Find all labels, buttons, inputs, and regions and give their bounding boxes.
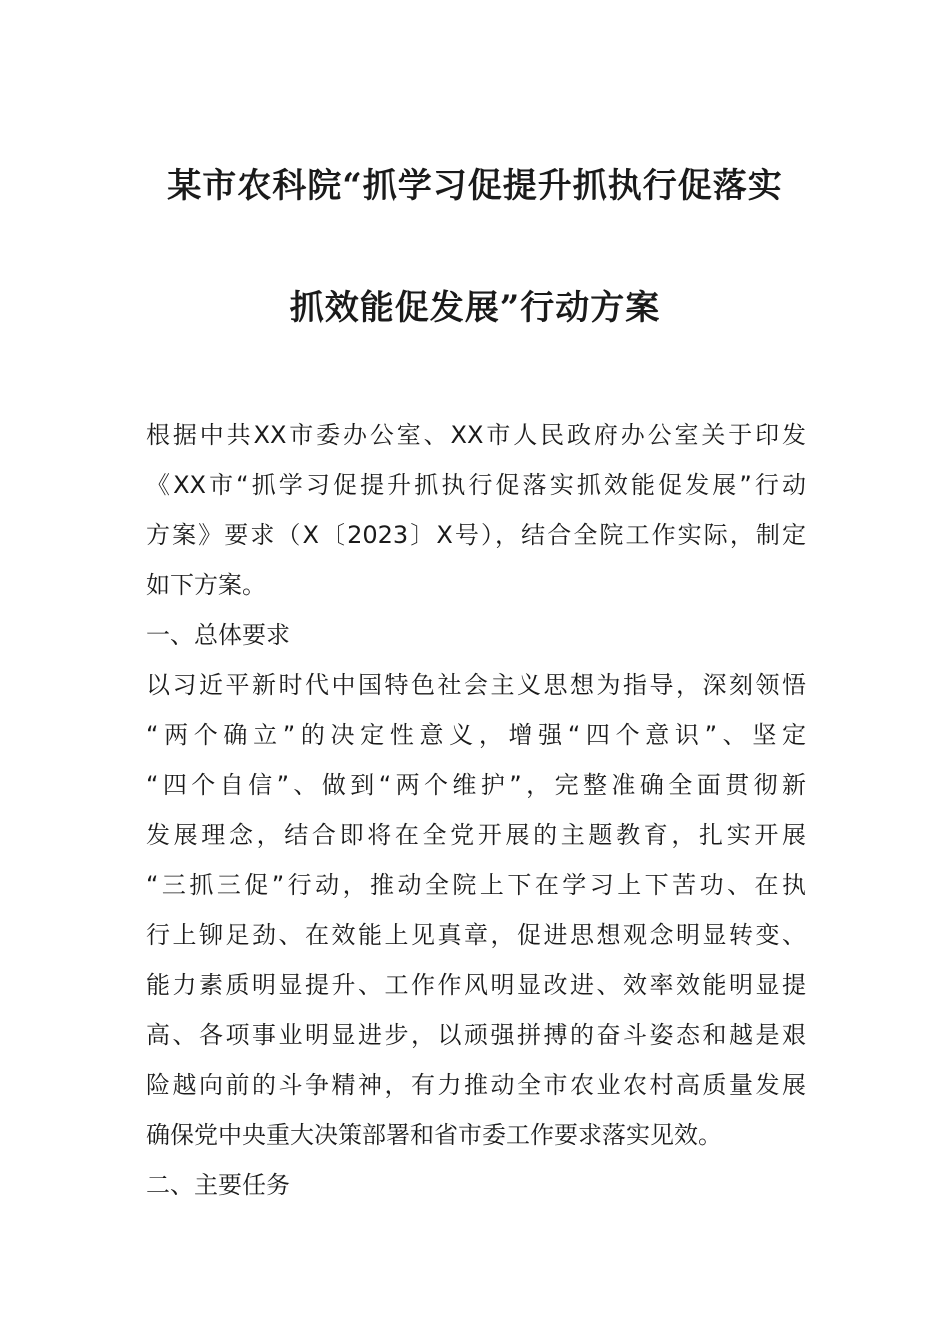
section1-line: “四个自信”、做到“两个维护”，完整准确全面贯彻新 <box>146 771 806 799</box>
section1-line: “两个确立”的决定性意义，增强“四个意识”、坚定 <box>146 721 806 749</box>
section-heading-main-tasks: 二、主要任务 <box>146 1171 290 1199</box>
section1-line: 确保党中央重大决策部署和省市委工作要求落实见效。 <box>146 1121 722 1149</box>
intro-line: 《XX市“抓学习促提升抓执行促落实抓效能促发展”行动 <box>146 471 806 499</box>
section1-line: 以习近平新时代中国特色社会主义思想为指导，深刻领悟 <box>146 671 806 699</box>
section-heading-overall-requirements: 一、总体要求 <box>146 621 290 649</box>
section1-line: “三抓三促”行动，推动全院上下在学习上下苦功、在执 <box>146 871 806 899</box>
intro-line: 根据中共XX市委办公室、XX市人民政府办公室关于印发 <box>146 421 806 449</box>
section1-line: 发展理念，结合即将在全党开展的主题教育，扎实开展 <box>146 821 806 849</box>
intro-line: 方案》要求（X〔2023〕X号），结合全院工作实际，制定 <box>146 521 806 549</box>
document-body <box>146 410 806 1210</box>
document-title-line-1: 某市农科院“抓学习促提升抓执行促落实 <box>167 166 783 206</box>
document-title-line-2: 抓效能促发展”行动方案 <box>289 288 661 328</box>
section1-line: 能力素质明显提升、工作作风明显改进、效率效能明显提 <box>146 971 806 999</box>
section1-line: 险越向前的斗争精神，有力推动全市农业农村高质量发展 <box>146 1071 806 1099</box>
section1-line: 行上铆足劲、在效能上见真章，促进思想观念明显转变、 <box>146 921 806 949</box>
section1-line: 高、各项事业明显进步，以顽强拼搏的奋斗姿态和越是艰 <box>146 1021 806 1049</box>
intro-line: 如下方案。 <box>146 571 266 599</box>
